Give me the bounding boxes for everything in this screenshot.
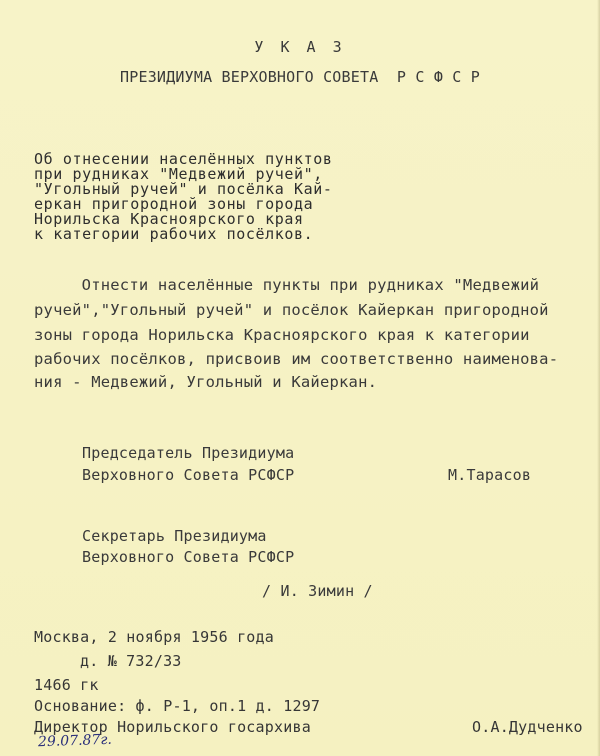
subject-line: к категории рабочих посёлков.	[34, 225, 314, 243]
document-title: У К А З	[254, 38, 346, 56]
archive-director-name: О.А.Дудченко	[472, 718, 583, 736]
archive-director-title: Директор Норильского госархива	[34, 718, 311, 736]
secretary-name: / И. Зимин /	[262, 582, 373, 600]
document-subtitle: ПРЕЗИДИУМА ВЕРХОВНОГО СОВЕТА Р С Ф С Р	[120, 68, 480, 86]
secretary-title: Верховного Совета РСФСР	[82, 548, 295, 566]
subject-line: при рудниках "Медвежий ручей",	[34, 165, 323, 183]
chairman-title: Верховного Совета РСФСР	[82, 466, 295, 484]
body-text-line: рабочих посёлков, присвоив им соответственно наименова-	[34, 350, 559, 368]
chairman-title: Председатель Президиума	[82, 444, 295, 462]
body-text-line: Отнести населённые пункты при рудниках "Медвежий	[34, 276, 540, 294]
handwritten-date: 29.07.87г.	[37, 731, 113, 751]
archive-basis: Основание: ф. Р-1, оп.1 д. 1297	[34, 697, 321, 715]
body-text-line: ручей","Угольный ручей" и посёлок Кайеркан пригородной	[34, 301, 549, 319]
body-text-line: зоны города Норильска Красноярского края к категории	[34, 326, 530, 344]
subject-line: "Угольный ручей" и посёлка Кай-	[34, 180, 333, 198]
document-number: д. № 732/33	[80, 652, 182, 670]
chairman-name: М.Тарасов	[448, 466, 532, 484]
secretary-title: Секретарь Президиума	[82, 527, 267, 545]
document-code: 1466 гк	[34, 676, 99, 694]
subject-line: еркан пригородной зоны города	[34, 195, 314, 213]
body-text-line: ния - Медвежий, Угольный и Кайеркан.	[34, 373, 378, 391]
subject-line: Об отнесении населённых пунктов	[34, 150, 333, 168]
subject-line: Норильска Красноярского края	[34, 210, 304, 228]
place-date: Москва, 2 ноября 1956 года	[34, 628, 274, 646]
